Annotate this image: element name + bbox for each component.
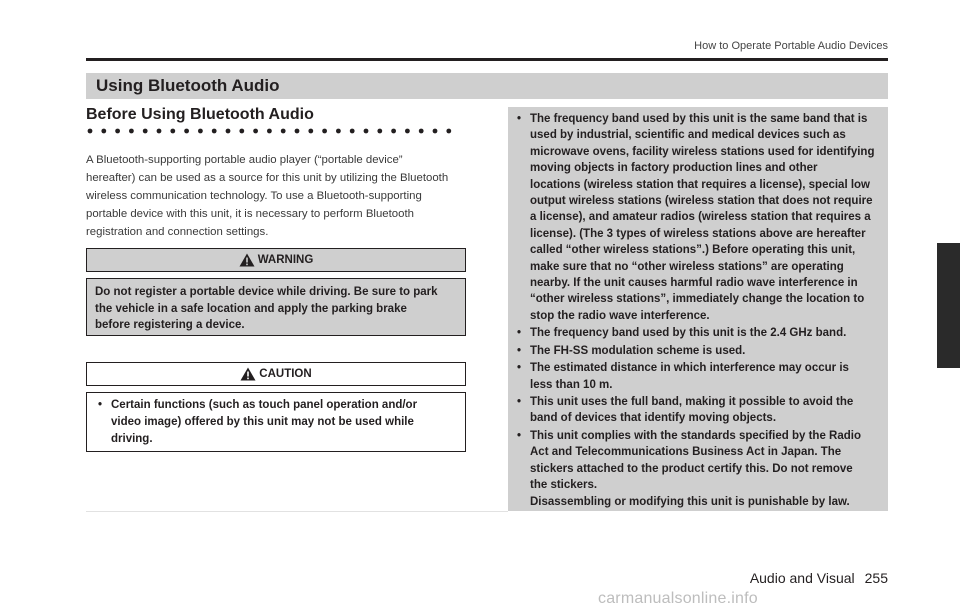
caution-line: video image) offered by this unit may not be used while (111, 416, 414, 428)
warning-header (86, 248, 466, 272)
caution-triangle-icon (240, 367, 256, 381)
chapter-tab-marker (937, 243, 960, 368)
warning-box (86, 278, 466, 336)
subsection-title: Before Using Bluetooth Audio (86, 106, 314, 123)
separator-dot (170, 129, 175, 134)
separator-dot (377, 129, 382, 134)
note-line: • This unit uses the full band, making it possible to avoid the (530, 395, 854, 408)
separator-dot (253, 129, 258, 134)
intro-line: portable device with this unit, it is necessary to perform Bluetooth (86, 208, 414, 220)
note-item (514, 325, 882, 341)
separator-dot (212, 129, 217, 134)
separator-dot (322, 129, 327, 134)
caution-line: • Certain functions (such as touch panel operation and/or (111, 399, 418, 411)
separator-dot (143, 129, 148, 134)
note-line: “other wireless stations”, immediately change the location to (530, 293, 865, 306)
note-line: called “other wireless stations”.) Before operating this unit, (530, 244, 856, 257)
warning-triangle-icon (239, 253, 255, 267)
note-line: band of devices that identify moving objects. (530, 412, 777, 425)
note-line: used by industrial, scientific and medical devices such as (530, 129, 846, 142)
note-line: make sure that no “other wireless stations” are operating (530, 260, 844, 273)
caution-list (95, 397, 457, 448)
separator-dot (184, 129, 189, 134)
separator-dot (198, 129, 203, 134)
separator-dot (129, 129, 134, 134)
note-line: • The estimated distance in which interference may occur is (530, 362, 849, 375)
header-rule (86, 58, 888, 61)
separator-dot (115, 129, 120, 134)
separator-dot (405, 129, 410, 134)
notes-box (508, 107, 888, 511)
note-line: moving objects in factory production lines and other (530, 162, 818, 175)
separator-dot (350, 129, 355, 134)
separator-dot (391, 129, 396, 134)
page-footer (750, 570, 888, 586)
separator-dot (267, 129, 272, 134)
section-title: Using Bluetooth Audio (96, 76, 280, 95)
watermark: carmanualsonline.info (598, 590, 758, 607)
separator-dot (101, 129, 106, 134)
intro-paragraph (86, 151, 466, 241)
note-line: microwave ovens, facility wireless stations used for identifying (530, 145, 875, 158)
separator-dot (446, 129, 451, 134)
intro-line: A Bluetooth-supporting portable audio player (“portable device” (86, 154, 403, 166)
note-item (514, 360, 882, 393)
page-number: 255 (864, 570, 888, 586)
section-banner (86, 73, 888, 99)
footer-chapter: Audio and Visual (749, 570, 855, 586)
caution-label: CAUTION (259, 368, 312, 380)
caution-item (95, 397, 457, 448)
intro-line: registration and connection settings. (86, 226, 269, 238)
warning-line: before registering a device. (95, 319, 245, 331)
caution-header (86, 362, 466, 386)
note-line: • The frequency band used by this unit is the 2.4 GHz band. (530, 327, 847, 340)
note-line: the stickers. (530, 478, 598, 491)
separator-dot (88, 129, 93, 134)
note-line: locations (wireless station that requires a license), special low (530, 178, 871, 191)
note-line: • The frequency band used by this unit is the same band that is (530, 113, 868, 125)
bottom-rule (86, 511, 508, 512)
note-line: stop the radio wave interference. (530, 309, 710, 322)
intro-line: wireless communication technology. To use a Bluetooth-supporting (86, 190, 422, 202)
separator-dot (157, 129, 162, 134)
separator-dot (336, 129, 341, 134)
notes-list (514, 111, 882, 493)
disclaimer-line: Disassembling or modifying this unit is punishable by law. (530, 496, 850, 509)
caution-box (86, 392, 466, 452)
note-item (514, 394, 882, 427)
note-line: • The FH-SS modulation scheme is used. (530, 344, 746, 357)
separator-dot (419, 129, 424, 134)
separator-dot (308, 129, 313, 134)
separator-dot (239, 129, 244, 134)
warning-label: WARNING (257, 254, 314, 266)
note-item (514, 343, 882, 359)
note-line: a license), and amateur radios (wireless station that requires a (530, 211, 871, 224)
separator-dot (281, 129, 286, 134)
separator-dot (433, 129, 438, 134)
note-line: output wireless stations (wireless station that does not require (530, 195, 873, 208)
note-line: Act and Telecommunications Business Act in Japan. The (530, 446, 842, 459)
note-line: license). (The 3 types of wireless stations above are hereafter (530, 227, 866, 240)
warning-line: Do not register a portable device while driving. Be sure to park (95, 286, 438, 298)
caution-line: driving. (111, 433, 153, 445)
note-line: • This unit complies with the standards specified by the Radio (530, 429, 861, 442)
chapter-header: How to Operate Portable Audio Devices (694, 40, 888, 52)
warning-line: the vehicle in a safe location and apply the parking brake (95, 302, 407, 315)
note-line: nearby. If the unit causes harmful radio wave interference in (530, 277, 858, 290)
note-line: stickers attached to the product certify this. Do not remove (530, 462, 853, 475)
separator-dot (295, 129, 300, 134)
note-item (514, 428, 882, 494)
separator-dot (364, 129, 369, 134)
separator-dot (226, 129, 231, 134)
intro-line: hereafter) can be used as a source for this unit by utilizing the Bluetooth (86, 172, 449, 184)
dot-separator (86, 124, 466, 138)
note-item (514, 111, 882, 324)
note-line: less than 10 m. (530, 378, 613, 391)
